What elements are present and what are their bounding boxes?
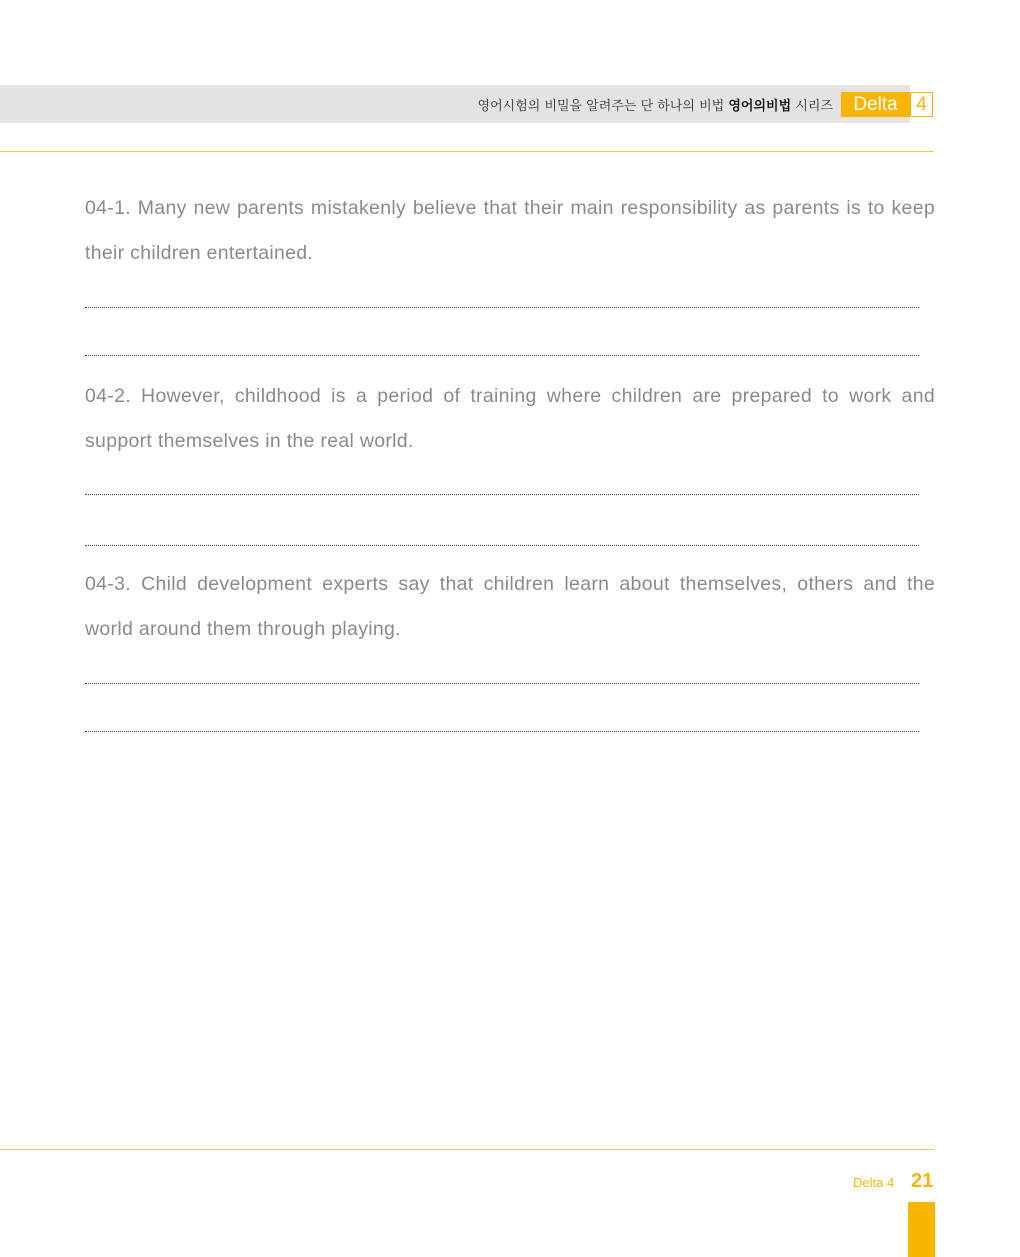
answer-line[interactable] bbox=[85, 355, 919, 356]
top-divider bbox=[0, 151, 934, 152]
answer-line[interactable] bbox=[85, 494, 919, 495]
sentence-04-1: 04-1. Many new parents mistakenly believe that their main responsibility as parents is to keep their children entertained. bbox=[85, 197, 935, 264]
page-tab bbox=[908, 1202, 935, 1257]
sentence-04-3: 04-3. Child development experts say that children learn about themselves, others and the world around them through playing. bbox=[85, 573, 935, 640]
footer-label: Delta 4 bbox=[853, 1175, 895, 1190]
series-number: 4 bbox=[910, 92, 933, 117]
series-badge: Delta bbox=[841, 92, 910, 117]
sentence-04-2: 04-2. However, childhood is a period of training where children are prepared to work and support themselves in the real world. bbox=[85, 385, 935, 452]
tagline-brand: 영어의비법 bbox=[728, 99, 792, 114]
answer-line[interactable] bbox=[85, 683, 919, 684]
answer-line[interactable] bbox=[85, 545, 919, 546]
tagline-prefix: 영어시험의 비밀을 알려주는 단 하나의 비법 bbox=[477, 99, 725, 114]
header-tagline bbox=[478, 95, 833, 114]
bottom-divider bbox=[0, 1149, 934, 1150]
page-number: 21 bbox=[911, 1170, 934, 1192]
tagline-suffix: 시리즈 bbox=[795, 99, 833, 114]
answer-line[interactable] bbox=[85, 307, 919, 308]
answer-line[interactable] bbox=[85, 731, 919, 732]
